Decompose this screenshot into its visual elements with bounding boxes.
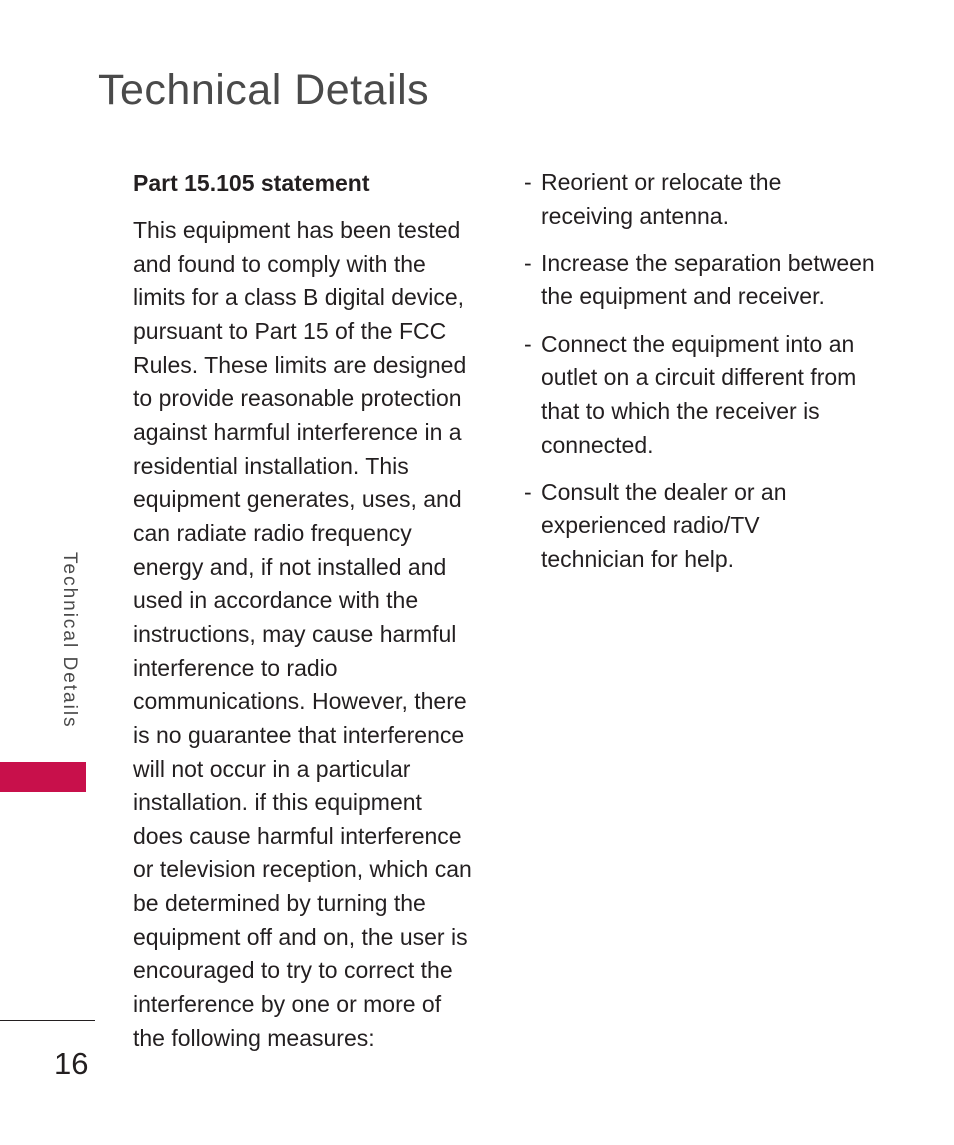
- measure-item: [524, 247, 924, 314]
- paragraph-line: residential installation. This: [133, 452, 409, 479]
- measure-line: Reorient or relocate the: [541, 169, 782, 195]
- paragraph-line: instructions, may cause harmful: [133, 620, 457, 647]
- measure-line: the equipment and receiver.: [541, 283, 825, 310]
- statement-column: [133, 168, 485, 1055]
- paragraph-line: can radiate radio frequency: [133, 519, 412, 546]
- measure-line: experienced radio/TV: [541, 512, 760, 539]
- measure-line: that to which the receiver is: [541, 397, 820, 424]
- paragraph-line: or television reception, which can: [133, 856, 472, 883]
- paragraph-line: used in accordance with the: [133, 587, 419, 614]
- measure-line: outlet on a circuit different from: [541, 364, 857, 391]
- measure-line: connected.: [541, 431, 654, 458]
- paragraph-line: encouraged to try to correct the: [133, 957, 453, 984]
- paragraph-line: limits for a class B digital device,: [133, 284, 465, 311]
- dash-bullet: -: [524, 169, 532, 195]
- page-number: 16: [54, 1046, 89, 1081]
- paragraph-line: to provide reasonable protection: [133, 385, 462, 412]
- footer-divider: [0, 1020, 95, 1021]
- measure-line: technician for help.: [541, 546, 735, 573]
- measure-line: Consult the dealer or an: [541, 478, 787, 505]
- paragraph-line: communications. However, there: [133, 688, 467, 715]
- paragraph-line: equipment generates, uses, and: [133, 486, 462, 513]
- paragraph-line: be determined by turning the: [133, 890, 426, 917]
- paragraph-line: equipment off and on, the user is: [133, 923, 468, 950]
- paragraph-line: interference to radio: [133, 654, 338, 681]
- paragraph-line: against harmful interference in a: [133, 418, 462, 445]
- measure-line: receiving antenna.: [541, 202, 729, 229]
- paragraph-line: This equipment has been tested: [133, 217, 461, 243]
- statement-paragraph: [133, 214, 485, 1055]
- paragraph-line: installation. if this equipment: [133, 789, 422, 816]
- page-title: Technical Details: [98, 66, 430, 114]
- paragraph-line: energy and, if not installed and: [133, 553, 447, 580]
- paragraph-line: the following measures:: [133, 1024, 375, 1051]
- measure-line: Connect the equipment into an: [541, 330, 855, 357]
- paragraph-line: interference by one or more of: [133, 991, 442, 1018]
- measure-item: [524, 476, 924, 577]
- paragraph-line: will not occur in a particular: [133, 755, 411, 782]
- paragraph-line: is no guarantee that interference: [133, 721, 465, 748]
- section-tab-marker: [0, 762, 86, 792]
- measure-item: [524, 328, 924, 463]
- paragraph-line: pursuant to Part 15 of the FCC: [133, 317, 447, 344]
- dash-bullet: -: [524, 478, 532, 505]
- dash-bullet: -: [524, 330, 532, 357]
- measure-item: [524, 166, 924, 233]
- measure-line: Increase the separation between: [541, 249, 875, 276]
- paragraph-line: and found to comply with the: [133, 250, 426, 277]
- measures-list: [524, 166, 924, 590]
- section-heading: Part 15.105 statement: [133, 170, 370, 196]
- paragraph-line: Rules. These limits are designed: [133, 351, 467, 378]
- dash-bullet: -: [524, 249, 532, 276]
- side-section-label: Technical Details: [59, 552, 80, 729]
- paragraph-line: does cause harmful interference: [133, 822, 462, 849]
